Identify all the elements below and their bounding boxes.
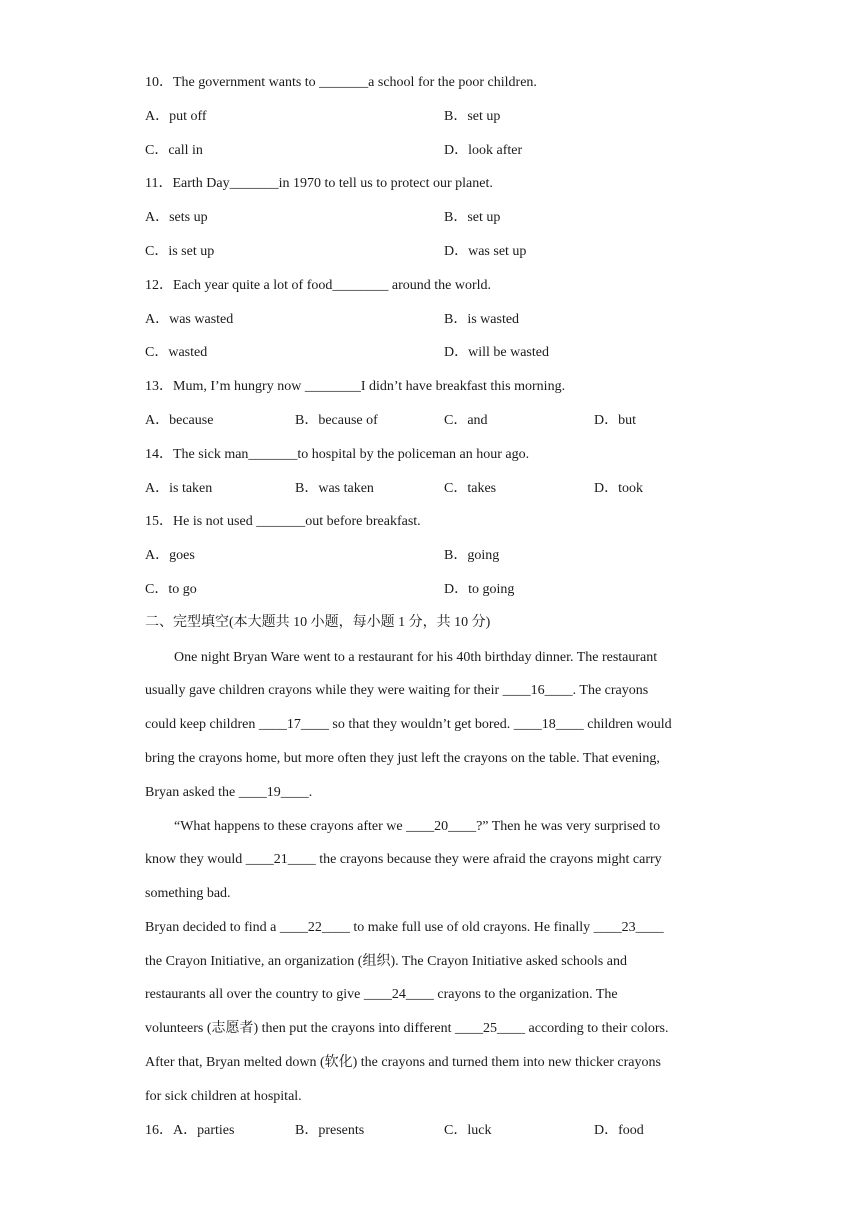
- q16-option-c: C．luck: [444, 1123, 492, 1138]
- q10-option-d: D．look after: [444, 143, 523, 158]
- passage-line: restaurants all over the country to give ____24____ crayons to the organization. The: [145, 987, 618, 1002]
- q14-option-d: D．took: [594, 481, 643, 496]
- q11-option-d: D．was set up: [444, 244, 527, 259]
- passage-line: for sick children at hospital.: [145, 1089, 302, 1104]
- question-15-stem: 15．He is not used _______out before breakfast.: [145, 514, 421, 529]
- q11-option-b: B．set up: [444, 210, 501, 225]
- q10-option-b: B．set up: [444, 109, 501, 124]
- q13-option-c: C．and: [444, 413, 488, 428]
- passage-line: One night Bryan Ware went to a restaurant for his 40th birthday dinner. The restaurant: [174, 650, 658, 665]
- q12-option-a: A．was wasted: [145, 312, 234, 327]
- q10-option-a: A．put off: [145, 109, 207, 124]
- passage-line: something bad.: [145, 886, 231, 901]
- q10-option-c: C．call in: [145, 143, 203, 158]
- q13-option-a: A．because: [145, 413, 214, 428]
- q13-option-d: D．but: [594, 413, 636, 428]
- q14-option-b: B．was taken: [295, 481, 374, 496]
- q15-option-d: D．to going: [444, 582, 515, 597]
- q12-option-d: D．will be wasted: [444, 345, 549, 360]
- passage-line: the Crayon Initiative, an organization (组织). The Crayon Initiative asked schools and: [145, 954, 627, 969]
- q15-option-b: B．going: [444, 548, 500, 563]
- q16-option-d: D．food: [594, 1123, 644, 1138]
- q14-option-a: A．is taken: [145, 481, 213, 496]
- passage-line: After that, Bryan melted down (软化) the crayons and turned them into new thicker crayons: [145, 1055, 661, 1070]
- passage-line: usually gave children crayons while they were waiting for their ____16____. The crayons: [145, 683, 649, 698]
- question-14-stem: 14．The sick man_______to hospital by the policeman an hour ago.: [145, 447, 530, 462]
- question-11-stem: 11．Earth Day_______in 1970 to tell us to protect our planet.: [145, 176, 493, 191]
- section-2-heading: 二、完型填空(本大题共 10 小题，每小题 1 分，共 10 分): [145, 615, 491, 630]
- passage-line: “What happens to these crayons after we ____20____?” Then he was very surprised to: [174, 819, 661, 834]
- passage-line: bring the crayons home, but more often they just left the crayons on the table. That evening,: [145, 751, 660, 766]
- q16-option-b: B．presents: [295, 1123, 365, 1138]
- question-13-stem: 13．Mum, I’m hungry now ________I didn’t have breakfast this morning.: [145, 379, 566, 394]
- passage-line: know they would ____21____ the crayons because they were afraid the crayons might carry: [145, 852, 662, 867]
- question-10-stem: 10．The government wants to _______a school for the poor children.: [145, 75, 537, 90]
- q14-option-c: C．takes: [444, 481, 497, 496]
- passage-line: Bryan decided to find a ____22____ to make full use of old crayons. He finally ____23____: [145, 920, 664, 935]
- passage-line: Bryan asked the ____19____.: [145, 785, 313, 800]
- passage-line: volunteers (志愿者) then put the crayons into different ____25____ according to their colors.: [145, 1021, 669, 1036]
- q11-option-c: C．is set up: [145, 244, 215, 259]
- q16-number: 16．: [145, 1123, 173, 1138]
- passage-line: could keep children ____17____ so that they wouldn’t get bored. ____18____ children would: [145, 717, 672, 732]
- q12-option-b: B．is wasted: [444, 312, 520, 327]
- q16-option-a-text: A．parties: [173, 1123, 235, 1138]
- q13-option-b: B．because of: [295, 413, 378, 428]
- q16-option-a: [145, 1122, 234, 1140]
- q15-option-c: C．to go: [145, 582, 197, 597]
- q11-option-a: A．sets up: [145, 210, 208, 225]
- q12-option-c: C．wasted: [145, 345, 208, 360]
- question-12-stem: 12．Each year quite a lot of food________ around the world.: [145, 278, 492, 293]
- q15-option-a: A．goes: [145, 548, 195, 563]
